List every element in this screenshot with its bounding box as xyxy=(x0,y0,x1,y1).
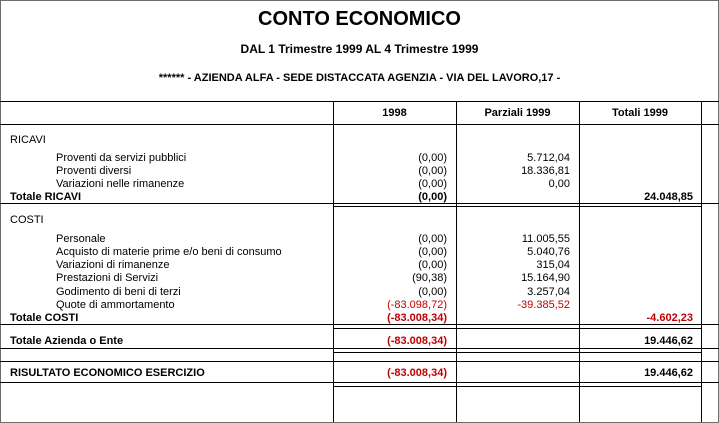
value-1998: (0,00) xyxy=(418,259,447,271)
value-1998: (0,00) xyxy=(418,165,447,177)
report-period: DAL 1 Trimestre 1999 AL 4 Trimestre 1999 xyxy=(240,42,479,56)
row-label: Proventi da servizi pubblici xyxy=(56,152,187,164)
totale-azienda-1998: (-83.008,34) xyxy=(387,335,447,347)
value-parziali: 3.257,04 xyxy=(527,286,570,298)
risultato-1998: (-83.008,34) xyxy=(387,367,447,379)
row-label: Godimento di beni di terzi xyxy=(56,286,181,298)
column-header-1998: 1998 xyxy=(382,107,407,119)
row-label: Proventi diversi xyxy=(56,165,132,177)
total-costi-totali: -4.602,23 xyxy=(646,312,693,324)
row-label: Personale xyxy=(56,233,106,245)
total-costi-label: Totale COSTI xyxy=(10,312,79,324)
risultato-label: RISULTATO ECONOMICO ESERCIZIO xyxy=(10,367,205,379)
value-parziali: 315,04 xyxy=(536,259,570,271)
value-parziali: 0,00 xyxy=(548,178,570,190)
value-1998: (0,00) xyxy=(418,286,447,298)
row-label: Quote di ammortamento xyxy=(56,299,175,311)
value-parziali: 11.005,55 xyxy=(521,233,570,245)
risultato-totali: 19.446,62 xyxy=(644,367,693,379)
row-label: Acquisto di materie prime e/o beni di consumo xyxy=(56,246,282,258)
value-1998-negative: (-83.098,72) xyxy=(387,299,447,311)
value-parziali: 5.040,76 xyxy=(527,246,570,258)
total-costi-1998: (-83.008,34) xyxy=(387,312,447,324)
value-1998: (0,00) xyxy=(418,152,447,164)
section-label: COSTI xyxy=(10,214,44,226)
value-parziali: 5.712,04 xyxy=(527,152,570,164)
totale-azienda-totali: 19.446,62 xyxy=(644,335,693,347)
value-parziali-negative: -39.385,52 xyxy=(517,299,570,311)
total-ricavi-1998: (0,00) xyxy=(418,191,447,203)
total-ricavi-totali: 24.048,85 xyxy=(644,191,693,203)
value-1998: (0,00) xyxy=(418,233,447,245)
row-label: Prestazioni di Servizi xyxy=(56,272,159,284)
value-1998: (90,38) xyxy=(412,272,447,284)
section-label: RICAVI xyxy=(10,134,46,146)
report-company: ****** - AZIENDA ALFA - SEDE DISTACCATA AGENZIA - VIA DEL LAVORO,17 - xyxy=(158,72,561,84)
value-parziali: 18.336,81 xyxy=(521,165,570,177)
column-header-parziali-1999: Parziali 1999 xyxy=(484,107,551,119)
total-ricavi-label: Totale RICAVI xyxy=(10,191,82,203)
value-1998: (0,00) xyxy=(418,178,447,190)
value-parziali: 15.164,90 xyxy=(521,272,570,284)
row-label: Variazioni nelle rimanenze xyxy=(56,178,185,190)
row-label: Variazioni di rimanenze xyxy=(56,259,170,271)
report-title: CONTO ECONOMICO xyxy=(258,8,461,30)
column-header-totali-1999: Totali 1999 xyxy=(611,107,669,119)
totale-azienda-label: Totale Azienda o Ente xyxy=(10,335,124,347)
value-1998: (0,00) xyxy=(418,246,447,258)
